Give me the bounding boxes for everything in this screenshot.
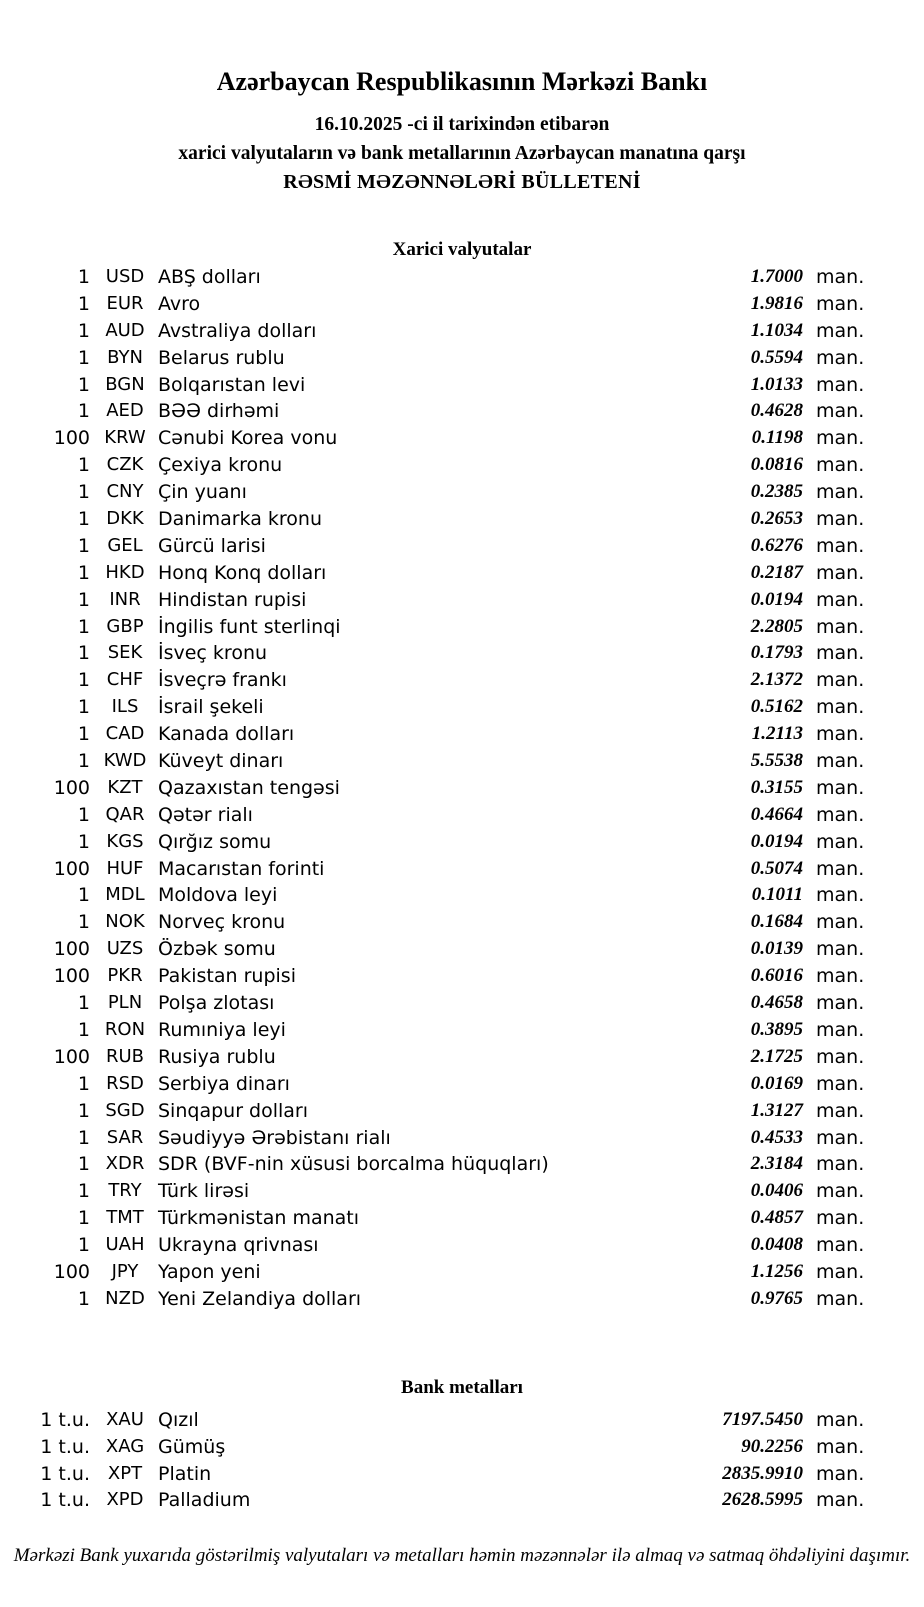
amount-cell: 100: [53, 938, 90, 961]
unit-label: man.: [816, 481, 865, 504]
currency-code: ILS: [111, 696, 139, 718]
rate-value: 1.1256: [750, 1260, 803, 1282]
currency-code: RON: [104, 1018, 146, 1040]
rate-row: [0, 1017, 924, 1044]
amount-cell: 1: [77, 884, 90, 907]
amount-cell: 1: [77, 534, 90, 557]
amount-cell: 1: [77, 696, 90, 719]
currency-code: EUR: [106, 292, 144, 314]
amount-cell: 1: [77, 1153, 90, 1176]
unit-label: man.: [816, 615, 865, 638]
currency-code: INR: [109, 588, 141, 610]
currency-code: GBP: [106, 615, 144, 637]
currency-name: Qızıl: [158, 1408, 199, 1431]
currency-code: PLN: [107, 992, 143, 1014]
rate-value: 1.3127: [750, 1099, 803, 1121]
unit-label: man.: [816, 400, 865, 423]
currency-name: Kanada dolları: [158, 723, 295, 746]
currency-name: Küveyt dinarı: [158, 750, 284, 773]
rate-value: 0.3155: [750, 776, 803, 798]
amount-cell: 1: [77, 346, 90, 369]
unit-label: man.: [816, 292, 865, 315]
rate-value: 2.2805: [750, 615, 803, 637]
rate-row: [0, 398, 924, 425]
unit-label: man.: [816, 508, 865, 531]
rate-row: [0, 909, 924, 936]
effective-date-line: 16.10.2025 -ci il tarixindən etibarən: [314, 114, 610, 135]
currency-code: CNY: [106, 481, 144, 503]
amount-cell: 1: [77, 642, 90, 665]
currency-name: Yapon yeni: [158, 1260, 261, 1283]
currency-name: Gümüş: [158, 1435, 226, 1458]
currency-code: UAH: [105, 1234, 145, 1256]
rate-value: 7197.5450: [722, 1408, 803, 1430]
rate-value: 0.1793: [750, 642, 803, 664]
currency-code: XPT: [107, 1462, 143, 1484]
rate-value: 0.9765: [750, 1287, 803, 1309]
currency-code: HKD: [105, 561, 145, 583]
rate-value: 0.2653: [750, 508, 803, 530]
currency-code: XAU: [106, 1408, 144, 1430]
rate-row: [0, 721, 924, 748]
rate-value: 0.1198: [751, 427, 803, 449]
bulletin-header: [0, 62, 924, 197]
amount-cell: 1: [77, 588, 90, 611]
currency-code: DKK: [106, 508, 144, 530]
unit-label: man.: [816, 1153, 865, 1176]
rate-row: [0, 587, 924, 614]
currency-code: XPD: [106, 1489, 144, 1511]
currency-code: CAD: [105, 723, 145, 745]
amount-cell: 1: [77, 992, 90, 1015]
amount-cell: 1: [77, 723, 90, 746]
amount-cell: 1: [77, 266, 90, 288]
rate-value: 1.2113: [751, 723, 803, 745]
rate-value: 0.1011: [751, 884, 803, 906]
rate-row: [0, 560, 924, 587]
unit-label: man.: [816, 911, 865, 934]
unit-label: man.: [816, 992, 865, 1015]
rate-row: [0, 882, 924, 909]
unit-label: man.: [816, 1180, 865, 1203]
rate-row: [0, 1286, 924, 1313]
amount-cell: 1: [77, 830, 90, 853]
currency-code: NOK: [105, 911, 145, 933]
currency-name: Rusiya rublu: [158, 1045, 276, 1068]
unit-label: man.: [816, 723, 865, 746]
rate-row: [0, 506, 924, 533]
rate-value: 0.3895: [750, 1018, 803, 1040]
currency-code: KWD: [103, 750, 147, 772]
rate-row: [0, 1178, 924, 1205]
unit-label: man.: [816, 750, 865, 773]
rate-row: [0, 614, 924, 641]
amount-cell: 1 t.u.: [40, 1489, 90, 1512]
rate-row: [0, 640, 924, 667]
currency-name: Moldova leyi: [158, 884, 278, 907]
currency-code: TRY: [108, 1180, 142, 1202]
rate-value: 0.5074: [750, 857, 803, 879]
currency-code: NZD: [105, 1287, 145, 1309]
amount-cell: 1: [77, 615, 90, 638]
unit-label: man.: [816, 1462, 865, 1485]
currency-name: Qırğız somu: [158, 830, 272, 853]
unit-label: man.: [816, 1408, 865, 1431]
unit-label: man.: [816, 938, 865, 961]
unit-label: man.: [816, 588, 865, 611]
unit-label: man.: [816, 1260, 865, 1283]
unit-label: man.: [816, 776, 865, 799]
amount-cell: 100: [53, 427, 90, 450]
rate-row: [0, 1434, 924, 1461]
rate-row: [0, 936, 924, 963]
rate-row: [0, 1232, 924, 1259]
rate-value: 0.1684: [750, 911, 803, 933]
currency-name: Palladium: [158, 1489, 251, 1512]
currency-name: Sinqapur dolları: [158, 1099, 309, 1122]
rate-row: [0, 1259, 924, 1286]
currency-name: Özbək somu: [158, 938, 276, 961]
unit-label: man.: [816, 830, 865, 853]
rate-value: 0.2187: [750, 561, 803, 583]
rate-value: 0.0406: [750, 1180, 803, 1202]
currency-code: JPY: [111, 1260, 139, 1282]
section-title-currencies: Xarici valyutalar: [392, 239, 532, 260]
currency-code: AUD: [105, 319, 145, 341]
amount-cell: 1: [77, 481, 90, 504]
rate-row: [0, 1044, 924, 1071]
currency-name: Norveç kronu: [158, 911, 286, 934]
currency-name: Belarus rublu: [158, 346, 285, 369]
rate-row: [0, 479, 924, 506]
unit-label: man.: [816, 642, 865, 665]
amount-cell: 1: [77, 400, 90, 423]
currency-name: BƏƏ dirhəmi: [158, 400, 280, 423]
rate-row: [0, 425, 924, 452]
rate-row: [0, 345, 924, 372]
currency-code: AED: [106, 400, 144, 422]
rate-row: [0, 775, 924, 802]
unit-label: man.: [816, 534, 865, 557]
amount-cell: 1: [77, 1072, 90, 1095]
rate-value: 2628.5995: [722, 1489, 803, 1511]
currency-name: Çin yuanı: [158, 481, 247, 504]
currency-code: SEK: [107, 642, 143, 664]
currency-name: SDR (BVF-nin xüsusi borcalma hüquqları): [158, 1153, 549, 1176]
rate-row: [0, 372, 924, 399]
rate-value: 1.1034: [750, 319, 803, 341]
rate-value: 0.6016: [750, 965, 803, 987]
rate-value: 0.4857: [750, 1207, 803, 1229]
currency-name: Macarıstan forinti: [158, 857, 325, 880]
amount-cell: 1: [77, 803, 90, 826]
currency-code: KZT: [107, 776, 143, 798]
currency-name: Pakistan rupisi: [158, 965, 296, 988]
currency-name: Rumıniya leyi: [158, 1018, 286, 1041]
amount-cell: 100: [53, 1045, 90, 1068]
rate-value: 2.3184: [750, 1153, 803, 1175]
currency-name: Danimarka kronu: [158, 508, 323, 531]
amount-cell: 1 t.u.: [40, 1435, 90, 1458]
currency-code: KGS: [106, 830, 144, 852]
rate-row: [0, 1487, 924, 1514]
currency-code: QAR: [105, 803, 145, 825]
currency-code: SAR: [106, 1126, 144, 1148]
currency-name: Yeni Zelandiya dolları: [158, 1287, 362, 1310]
currency-name: Türk lirəsi: [158, 1180, 250, 1203]
rate-row: [0, 694, 924, 721]
rate-value: 2.1725: [750, 1045, 803, 1067]
disclaimer-text: Mərkəzi Bank yuxarıda göstərilmiş valyutaları və metalları həmin məzənnələr ilə almaq və satmaq öhdəliyini daşımır.: [13, 1545, 911, 1567]
currency-name: Türkmənistan manatı: [158, 1207, 360, 1230]
bulletin-title-line: RƏSMİ MƏZƏNNƏLƏRİ BÜLLETENİ: [283, 171, 641, 193]
unit-label: man.: [816, 561, 865, 584]
rate-value: 0.0194: [750, 588, 803, 610]
currency-name: Polşa zlotası: [158, 992, 275, 1015]
unit-label: man.: [816, 1234, 865, 1257]
rate-value: 0.4664: [750, 803, 803, 825]
currency-code: GEL: [107, 534, 143, 556]
unit-label: man.: [816, 1126, 865, 1149]
currency-name: İngilis funt sterlinqi: [158, 615, 341, 638]
amount-cell: 1: [77, 1207, 90, 1230]
rate-row: [0, 1071, 924, 1098]
rate-value: 2835.9910: [722, 1462, 803, 1484]
currency-name: İsveçrə frankı: [158, 669, 287, 692]
rate-row: [0, 748, 924, 775]
rate-value: 5.5538: [750, 750, 803, 772]
amount-cell: 1: [77, 1234, 90, 1257]
unit-label: man.: [816, 1435, 865, 1458]
unit-label: man.: [816, 965, 865, 988]
rate-row: [0, 1151, 924, 1178]
section-title-metals: Bank metalları: [401, 1376, 523, 1398]
rate-row: [0, 667, 924, 694]
currency-code: XAG: [105, 1435, 145, 1457]
rate-row: [0, 990, 924, 1017]
rate-row: [0, 1407, 924, 1434]
rate-value: 0.5162: [750, 696, 803, 718]
rate-row: [0, 856, 924, 883]
unit-label: man.: [816, 373, 865, 396]
currency-name: Serbiya dinarı: [158, 1072, 290, 1095]
amount-cell: 1: [77, 1018, 90, 1041]
scope-line: xarici valyutaların və bank metallarının Azərbaycan manatına qarşı: [178, 143, 746, 164]
currency-name: Bolqarıstan levi: [158, 373, 306, 396]
currency-name: Gürcü larisi: [158, 534, 266, 557]
rate-value: 0.0816: [750, 454, 803, 476]
amount-cell: 1: [77, 1180, 90, 1203]
rate-value: 1.0133: [750, 373, 803, 395]
currency-code: RUB: [105, 1045, 145, 1067]
rate-value: 2.1372: [750, 669, 803, 691]
unit-label: man.: [816, 319, 865, 342]
rate-value: 0.0169: [750, 1072, 803, 1094]
currency-code: TMT: [106, 1207, 144, 1229]
currency-code: MDL: [105, 884, 145, 906]
rate-row: [0, 291, 924, 318]
currency-name: Çexiya kronu: [158, 454, 283, 477]
rate-row: [0, 1098, 924, 1125]
rate-value: 90.2256: [741, 1435, 803, 1457]
rate-value: 0.0139: [750, 938, 803, 960]
amount-cell: 1: [77, 911, 90, 934]
amount-cell: 1: [77, 669, 90, 692]
unit-label: man.: [816, 884, 865, 907]
amount-cell: 1: [77, 1126, 90, 1149]
rate-row: [0, 963, 924, 990]
currency-name: Qazaxıstan tengəsi: [158, 776, 340, 799]
unit-label: man.: [816, 266, 865, 288]
rate-row: [0, 1205, 924, 1232]
rate-value: 0.4628: [750, 400, 803, 422]
rate-value: 1.7000: [750, 266, 803, 287]
currency-code: UZS: [106, 938, 144, 960]
amount-cell: 1: [77, 1287, 90, 1310]
currency-code: SGD: [105, 1099, 145, 1121]
currency-code: BGN: [105, 373, 145, 395]
rate-value: 0.2385: [750, 481, 803, 503]
currency-name: Hindistan rupisi: [158, 588, 307, 611]
rate-row: [0, 264, 924, 291]
rate-row: [0, 829, 924, 856]
rate-row: [0, 1125, 924, 1152]
unit-label: man.: [816, 1018, 865, 1041]
unit-label: man.: [816, 1489, 865, 1512]
rate-value: 1.9816: [750, 292, 803, 314]
currency-name: Honq Konq dolları: [158, 561, 327, 584]
unit-label: man.: [816, 1099, 865, 1122]
amount-cell: 1: [77, 454, 90, 477]
rate-value: 0.6276: [750, 534, 803, 556]
amount-cell: 1 t.u.: [40, 1462, 90, 1485]
amount-cell: 1: [77, 292, 90, 315]
currency-name: Ukrayna qrivnası: [158, 1234, 319, 1257]
currency-name: ABŞ dolları: [158, 266, 261, 288]
unit-label: man.: [816, 454, 865, 477]
currency-name: Avstraliya dolları: [158, 319, 317, 342]
currency-code: HUF: [106, 857, 144, 879]
currency-name: İsveç kronu: [158, 642, 268, 665]
unit-label: man.: [816, 1072, 865, 1095]
currency-code: RSD: [106, 1072, 144, 1094]
currency-code: CZK: [106, 454, 144, 476]
amount-cell: 100: [53, 1260, 90, 1283]
unit-label: man.: [816, 696, 865, 719]
unit-label: man.: [816, 1207, 865, 1230]
currency-table: [0, 264, 924, 1313]
rate-row: [0, 533, 924, 560]
currency-name: Səudiyyə Ərəbistanı rialı: [158, 1126, 391, 1149]
rate-row: [0, 318, 924, 345]
amount-cell: 100: [53, 965, 90, 988]
rate-value: 0.5594: [750, 346, 803, 368]
amount-cell: 1: [77, 319, 90, 342]
bank-title: Azərbaycan Respublikasının Mərkəzi Bankı: [216, 67, 708, 96]
amount-cell: 1: [77, 373, 90, 396]
currency-name: Platin: [158, 1462, 212, 1485]
currency-code: USD: [105, 266, 145, 287]
currency-name: Qətər rialı: [158, 803, 253, 826]
currency-code: KRW: [104, 427, 146, 449]
rate-row: [0, 452, 924, 479]
amount-cell: 100: [53, 857, 90, 880]
amount-cell: 1 t.u.: [40, 1408, 90, 1431]
rate-value: 0.4533: [750, 1126, 803, 1148]
rate-value: 0.4658: [750, 992, 803, 1014]
rate-value: 0.0194: [750, 830, 803, 852]
unit-label: man.: [816, 803, 865, 826]
currency-name: Avro: [158, 292, 201, 315]
rate-value: 0.0408: [750, 1234, 803, 1256]
unit-label: man.: [816, 857, 865, 880]
rate-row: [0, 1461, 924, 1488]
currency-name: İsrail şekeli: [158, 696, 264, 719]
unit-label: man.: [816, 346, 865, 369]
unit-label: man.: [816, 1045, 865, 1068]
unit-label: man.: [816, 427, 865, 450]
currency-code: CHF: [106, 669, 144, 691]
currency-code: XDR: [105, 1153, 145, 1175]
unit-label: man.: [816, 1287, 865, 1310]
currency-code: PKR: [107, 965, 143, 987]
unit-label: man.: [816, 669, 865, 692]
rate-row: [0, 802, 924, 829]
amount-cell: 1: [77, 1099, 90, 1122]
currency-code: BYN: [107, 346, 143, 368]
metals-table: [0, 1407, 924, 1515]
amount-cell: 100: [53, 776, 90, 799]
amount-cell: 1: [77, 508, 90, 531]
amount-cell: 1: [77, 561, 90, 584]
currency-name: Cənubi Korea vonu: [158, 427, 338, 450]
amount-cell: 1: [77, 750, 90, 773]
